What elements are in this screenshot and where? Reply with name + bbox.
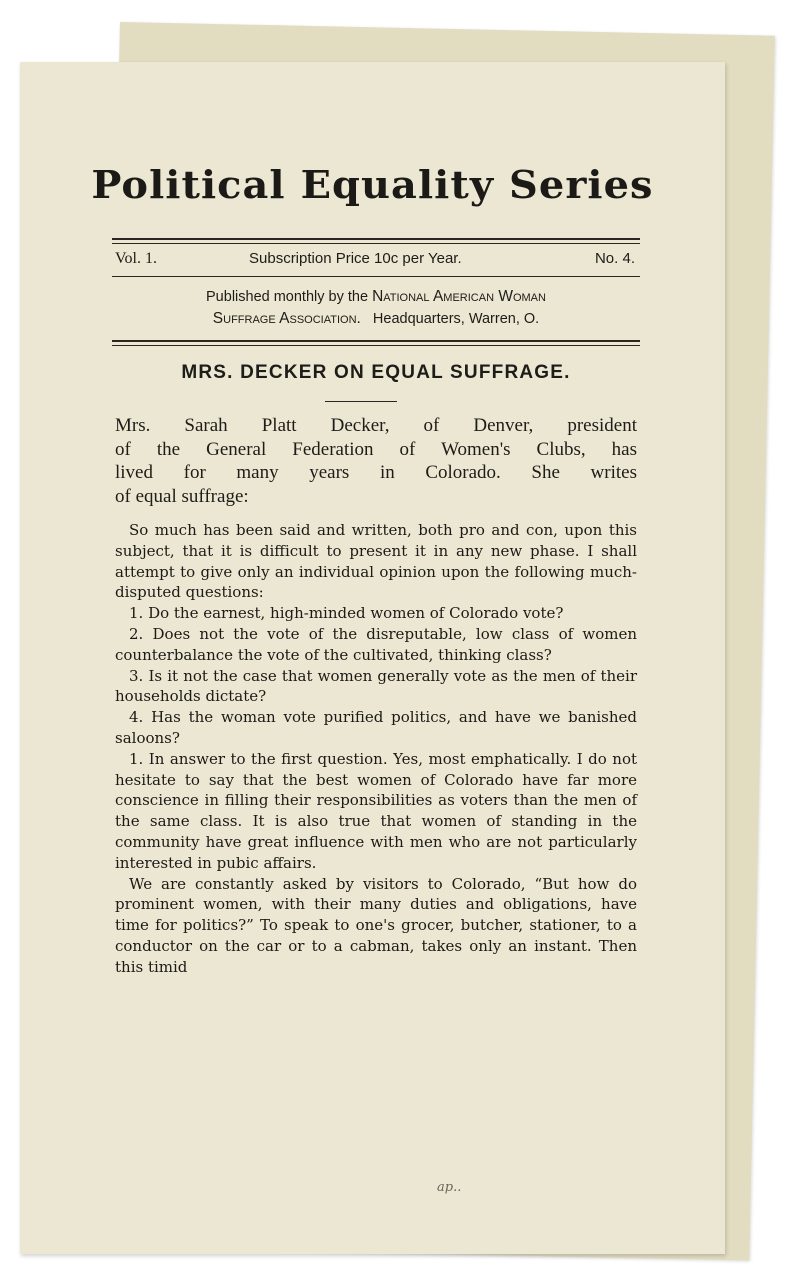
question-2: 2. Does not the vote of the disreputable, low class of women counterbalance the vote of the cultivated, thinking class? — [115, 624, 637, 664]
publisher-prefix: Published monthly by the — [206, 289, 369, 305]
publisher-headquarters: Headquarters, Warren, O. — [372, 311, 540, 327]
body-paragraph: So much has been said and written, both pro and con, upon this subject, that it is difficult to present it in any new phase. I shall attempt to give only an individual opinion upon the following much-disputed questions: — [115, 521, 637, 602]
divider-rule — [112, 243, 640, 244]
pamphlet-page — [20, 62, 725, 1254]
article-body — [115, 520, 637, 978]
divider-rule — [112, 345, 640, 346]
divider-rule — [112, 340, 640, 342]
article-title: MRS. DECKER ON EQUAL SUFFRAGE. — [181, 362, 571, 383]
title-underline — [325, 401, 397, 402]
volume-label: Vol. 1. — [115, 250, 157, 267]
article-lead — [115, 414, 637, 508]
question-3: 3. Is it not the case that women generally vote as the men of their households dictate? — [115, 666, 637, 706]
lead-line: of equal suffrage: — [115, 485, 249, 507]
subscription-price: Subscription Price 10c per Year. — [249, 250, 462, 267]
publisher-org-line1: National American Woman — [372, 288, 546, 305]
question-4: 4. Has the woman vote purified politics, and have we banished saloons? — [115, 708, 637, 747]
lead-line: Mrs. Sarah Platt Decker, of Denver, president — [115, 415, 637, 436]
divider-rule — [112, 276, 640, 277]
handwritten-note: ap.. — [437, 1180, 462, 1195]
answer-1: 1. In answer to the first question. Yes, most emphatically. I do not hesitate to say that the best women of Colorado have far more conscience in filling their responsibilities as voters than the men of the same class. It is also true that women of standing in the community have great influence with men who are not particularly interested in pubic affairs. — [115, 749, 637, 872]
question-1: 1. Do the earnest, high-minded women of Colorado vote? — [129, 604, 564, 623]
divider-rule — [112, 238, 640, 240]
publisher-org-line2: Suffrage Association. — [212, 310, 361, 327]
body-paragraph: We are constantly asked by visitors to Colorado, “But how do prominent women, with their many duties and obligations, have time for politics?” To speak to one's grocer, butcher, stationer, to a conductor on the car or to a cabman, takes only an instant. Then this timid — [115, 874, 637, 976]
publisher-note — [112, 286, 640, 330]
lead-line: of the General Federation of Women's Clubs, has — [115, 438, 637, 460]
issue-number: No. 4. — [594, 250, 635, 267]
lead-line: lived for many years in Colorado. She writes — [115, 462, 637, 483]
issue-info-line — [113, 247, 639, 273]
masthead-title: Political Equality Series — [91, 162, 654, 207]
